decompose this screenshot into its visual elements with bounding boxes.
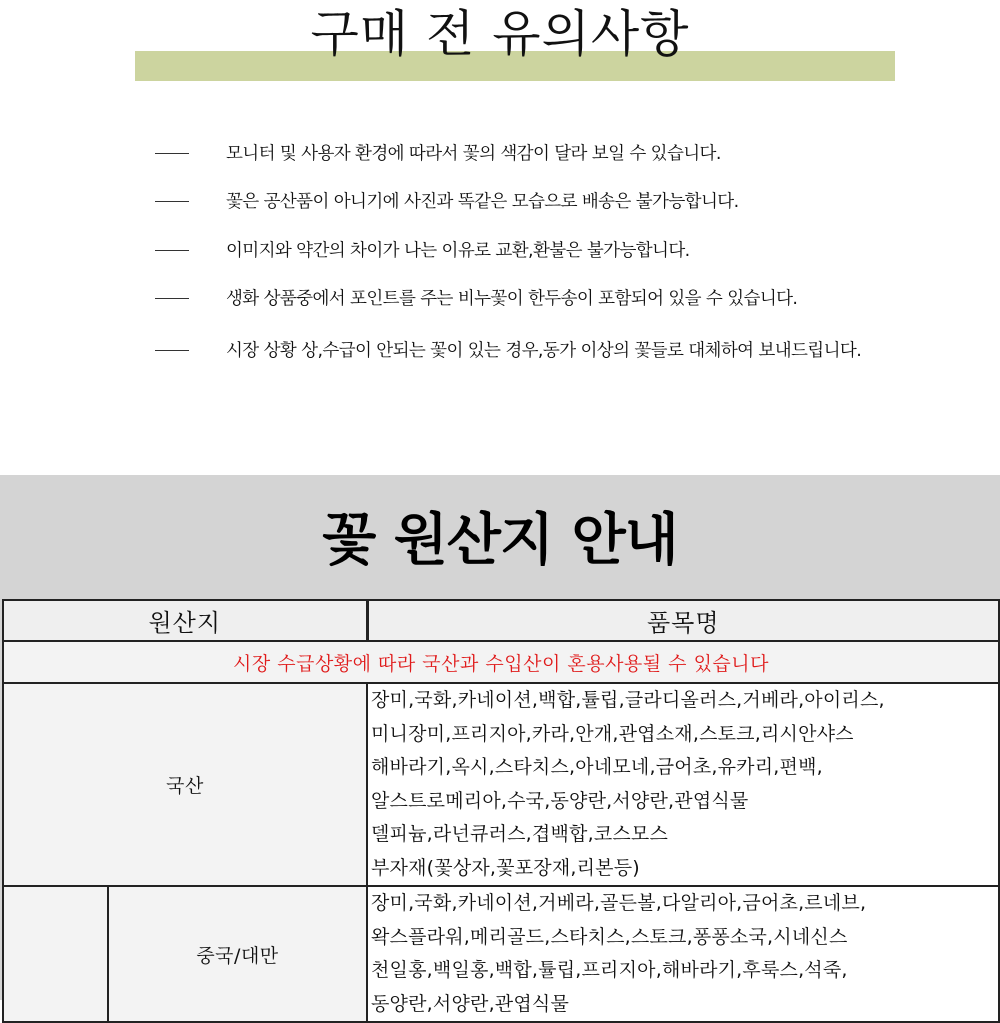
supply-notice: 시장 수급상황에 따라 국산과 수입산이 혼용사용될 수 있습니다 — [3, 641, 999, 683]
notice-item-text: 모니터 및 사용자 환경에 따라서 꽃의 색감이 달라 보일 수 있습니다. — [226, 144, 721, 164]
notice-title: 구매 전 유의사항 — [310, 5, 690, 63]
item-line: 천일홍,백일홍,백합,튤립,프리지아,해바라기,후룩스,석죽, — [371, 959, 848, 981]
item-line: 부자재(꽃상자,꽃포장재,리본등) — [371, 856, 640, 879]
item-line: 장미,국화,카네이션,백합,튤립,글라디올러스,거베라,아이리스, — [371, 689, 885, 711]
notice-item — [0, 284, 1000, 314]
notice-item-text: 시장 상황 상,수급이 안되는 꽃이 있는 경우,동가 이상의 꽃들로 대체하여 보내드립니다. — [226, 341, 862, 361]
item-line: 동양란,서양란,관엽식물 — [371, 992, 570, 1015]
origin-domestic: 국산 — [3, 683, 367, 886]
header-items: 품목명 — [367, 600, 999, 641]
item-line: 델피늄,라넌큐러스,겹백합,코스모스 — [371, 823, 669, 845]
notice-item — [0, 236, 1000, 266]
header-origin: 원산지 — [3, 600, 367, 641]
table-row — [3, 683, 999, 886]
origin-section — [0, 475, 1000, 1015]
notice-item — [0, 336, 1000, 366]
items-china-taiwan — [367, 886, 999, 1022]
origin-table — [2, 599, 1000, 1023]
dash-icon — [155, 250, 189, 251]
table-notice-row — [3, 641, 999, 683]
origin-group-cell — [3, 886, 108, 1022]
items-domestic — [367, 683, 999, 886]
item-line: 해바라기,옥시,스타치스,아네모네,금어초,유카리,편백, — [371, 756, 823, 778]
item-line: 왁스플라워,메리골드,스타치스,스토크,퐁퐁소국,시네신스 — [371, 925, 848, 948]
item-line: 알스트로메리아,수국,동양란,서양란,관엽식물 — [371, 789, 749, 812]
notice-item-text: 생화 상품중에서 포인트를 주는 비누꽃이 한두송이 포함되어 있을 수 있습니다. — [226, 289, 798, 309]
dash-icon — [155, 298, 189, 299]
table-header-row — [3, 600, 999, 641]
origin-title: 꽃 원산지 안내 — [322, 508, 678, 573]
dash-icon — [155, 350, 189, 351]
notice-item-text: 이미지와 약간의 차이가 나는 이유로 교환,환불은 불가능합니다. — [226, 241, 690, 261]
notice-item — [0, 187, 1000, 217]
dash-icon — [155, 201, 189, 202]
notice-item — [0, 139, 1000, 169]
notice-item-text: 꽃은 공산품이 아니기에 사진과 똑같은 모습으로 배송은 불가능합니다. — [226, 192, 739, 212]
table-row — [3, 886, 999, 1022]
origin-china-taiwan: 중국/대만 — [108, 886, 367, 1022]
item-line: 미니장미,프리지아,카라,안개,관엽소재,스토크,리시안샤스 — [371, 722, 854, 745]
dash-icon — [155, 153, 189, 154]
item-line: 장미,국화,카네이션,거베라,골든볼,다알리아,금어초,르네브, — [371, 892, 867, 914]
